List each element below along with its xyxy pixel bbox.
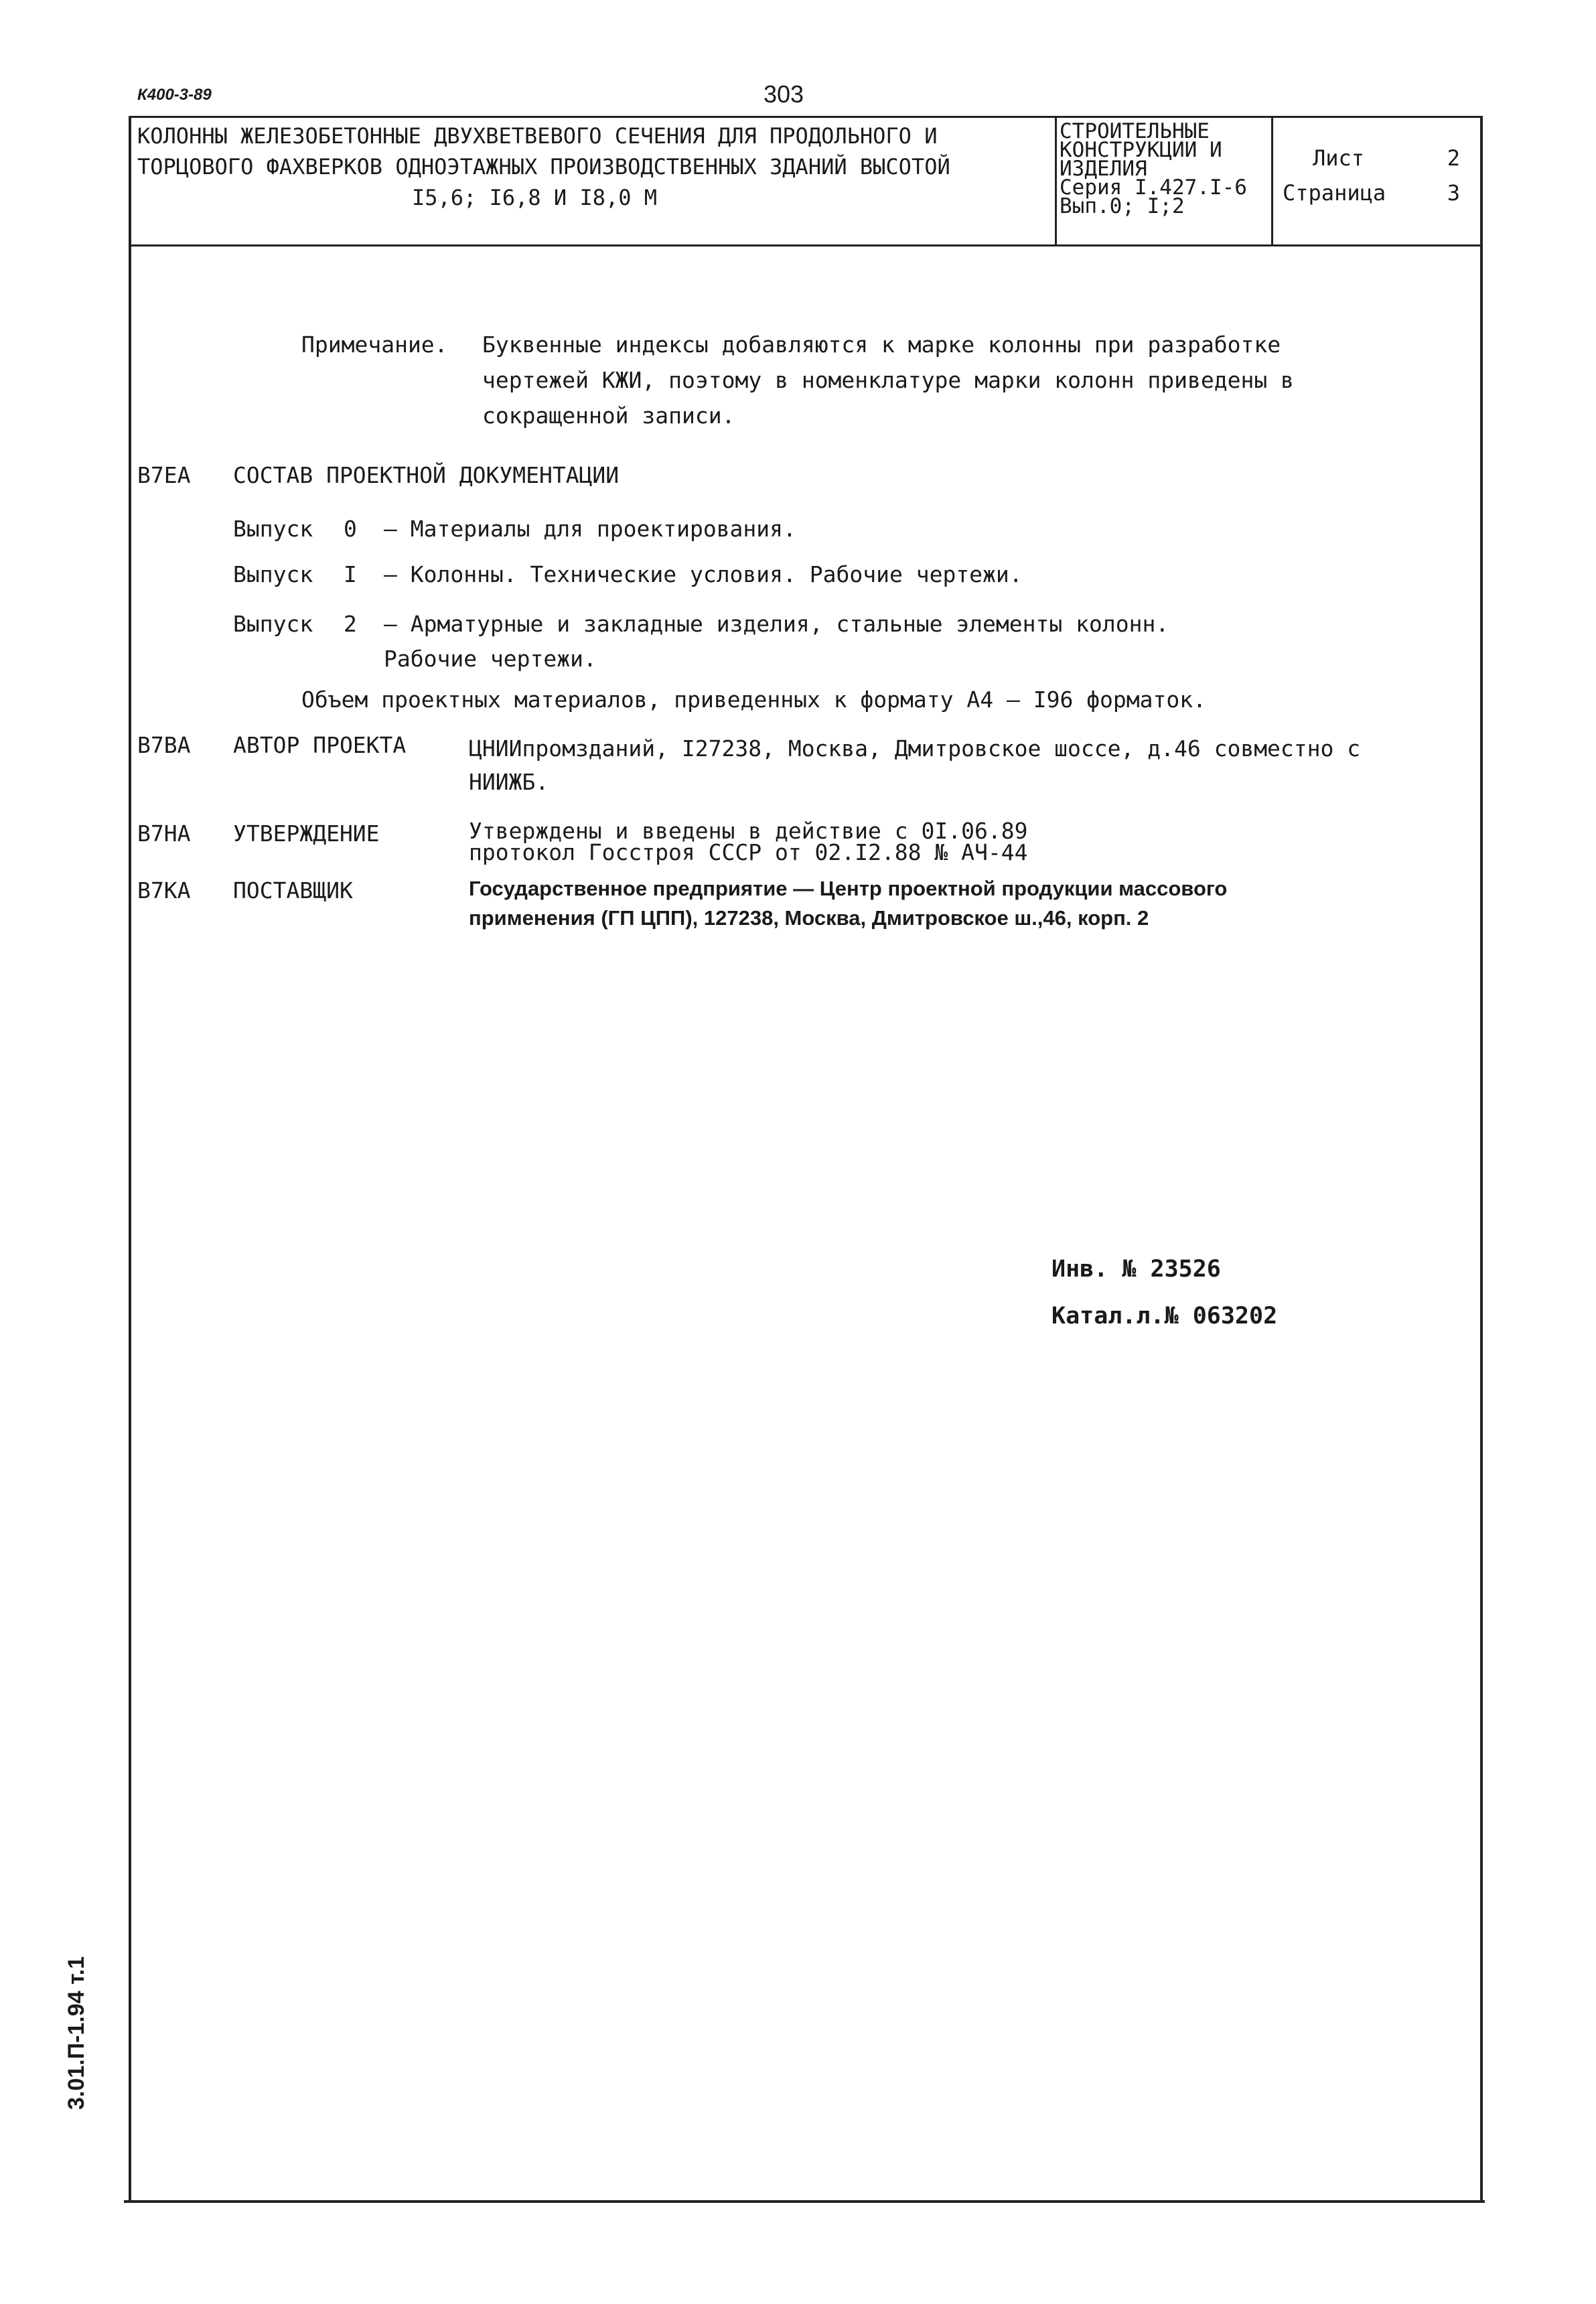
supplier-line: применения (ГП ЦПП), 127238, Москва, Дмитровское ш.,46, корп. 2 — [469, 906, 1149, 930]
page-value: 3 — [1447, 180, 1460, 206]
approval-line: протокол Госстроя СССР от 02.I2.88 № АЧ-44 — [469, 839, 1028, 865]
volume-text: – Материалы для проектирования. — [384, 516, 796, 542]
volume-label: Выпуск — [233, 611, 313, 637]
volume-item — [233, 516, 1439, 543]
page-number: 303 — [764, 80, 804, 108]
supplier-code: В7КА — [137, 877, 191, 904]
note-text: Буквенные индексы добавляются к марке колонны при разработке чертежей КЖИ, поэтому в номенклатуре марки колонн приведены в сокращенной записи. — [482, 332, 1294, 429]
volume-item — [233, 607, 1439, 674]
volume-text: – Арматурные и закладные изделия, стальные элементы колонн. Рабочие чертежи. — [384, 611, 1169, 672]
page-label: Страница — [1283, 180, 1386, 206]
title-line: КОЛОННЫ ЖЕЛЕЗОБЕТОННЫЕ ДВУХВЕТВЕВОГО СЕЧЕНИЯ ДЛЯ ПРОДОЛЬНОГО И — [137, 123, 938, 149]
sheet-label: Лист — [1313, 145, 1365, 171]
series-info — [1060, 119, 1271, 218]
header-divider — [129, 244, 1483, 246]
sheet-info — [1279, 141, 1473, 210]
series-line: СТРОИТЕЛЬНЫЕ — [1060, 119, 1210, 143]
frame-bottom-border — [124, 2200, 1485, 2203]
supplier-title: ПОСТАВЩИК — [233, 877, 353, 904]
approval-text — [469, 820, 1420, 863]
author-code: В7ВА — [137, 732, 191, 758]
note-label: Примечание. — [301, 332, 448, 358]
series-line: Вып.0; I;2 — [1060, 194, 1185, 218]
series-line: КОНСТРУКЦИИ И — [1060, 138, 1222, 162]
approval-title: УТВЕРЖДЕНИЕ — [233, 820, 380, 847]
volume-item — [233, 561, 1439, 588]
document-title — [137, 121, 1048, 213]
composition-code: В7ЕА — [137, 462, 191, 488]
approval-code: В7НА — [137, 820, 191, 847]
composition-title: СОСТАВ ПРОЕКТНОЙ ДОКУМЕНТАЦИИ — [233, 462, 620, 488]
supplier-line: Государственное предприятие — Центр проектной продукции массового — [469, 877, 1228, 900]
volume-number: 2 — [344, 611, 357, 637]
volume-label: Выпуск — [233, 516, 313, 542]
frame-right-border — [1480, 117, 1483, 2202]
document-code: К400-3-89 — [137, 86, 212, 104]
volume-summary: Объем проектных материалов, приведенных к формату А4 – I96 форматок. — [301, 687, 1207, 713]
volume-number: 0 — [344, 516, 357, 542]
approval-line: Утверждены и введены в действие с 0I.06.89 — [469, 818, 1028, 844]
author-text: ЦНИИпромзданий, I27238, Москва, Дмитровское шоссе, д.46 совместно с НИИЖБ. — [469, 735, 1361, 795]
header-column-divider — [1055, 116, 1057, 246]
volume-label: Выпуск — [233, 561, 313, 587]
catalog-number: Катал.л.№ 063202 — [1051, 1303, 1278, 1329]
series-line: ИЗДЕЛИЯ — [1060, 157, 1147, 181]
supplier-text — [469, 874, 1406, 933]
inventory-number: Инв. № 23526 — [1051, 1256, 1221, 1283]
header-column-divider — [1271, 116, 1273, 246]
frame-top-border — [129, 116, 1483, 118]
author-title: АВТОР ПРОЕКТА — [233, 732, 407, 758]
sheet-value: 2 — [1447, 145, 1460, 171]
frame-left-border — [129, 117, 131, 2202]
volume-text: – Колонны. Технические условия. Рабочие чертежи. — [384, 561, 1023, 587]
volume-number: I — [344, 561, 357, 587]
title-line: ТОРЦОВОГО ФАХВЕРКОВ ОДНОЭТАЖНЫХ ПРОИЗВОДСТВЕННЫХ ЗДАНИЙ ВЫСОТОЙ — [137, 154, 950, 179]
series-line: Серия I.427.I-6 — [1060, 175, 1247, 200]
title-line: I5,6; I6,8 И I8,0 М — [412, 185, 658, 210]
side-stamp: 3.01.П-1.94 т.1 — [64, 1956, 89, 2110]
